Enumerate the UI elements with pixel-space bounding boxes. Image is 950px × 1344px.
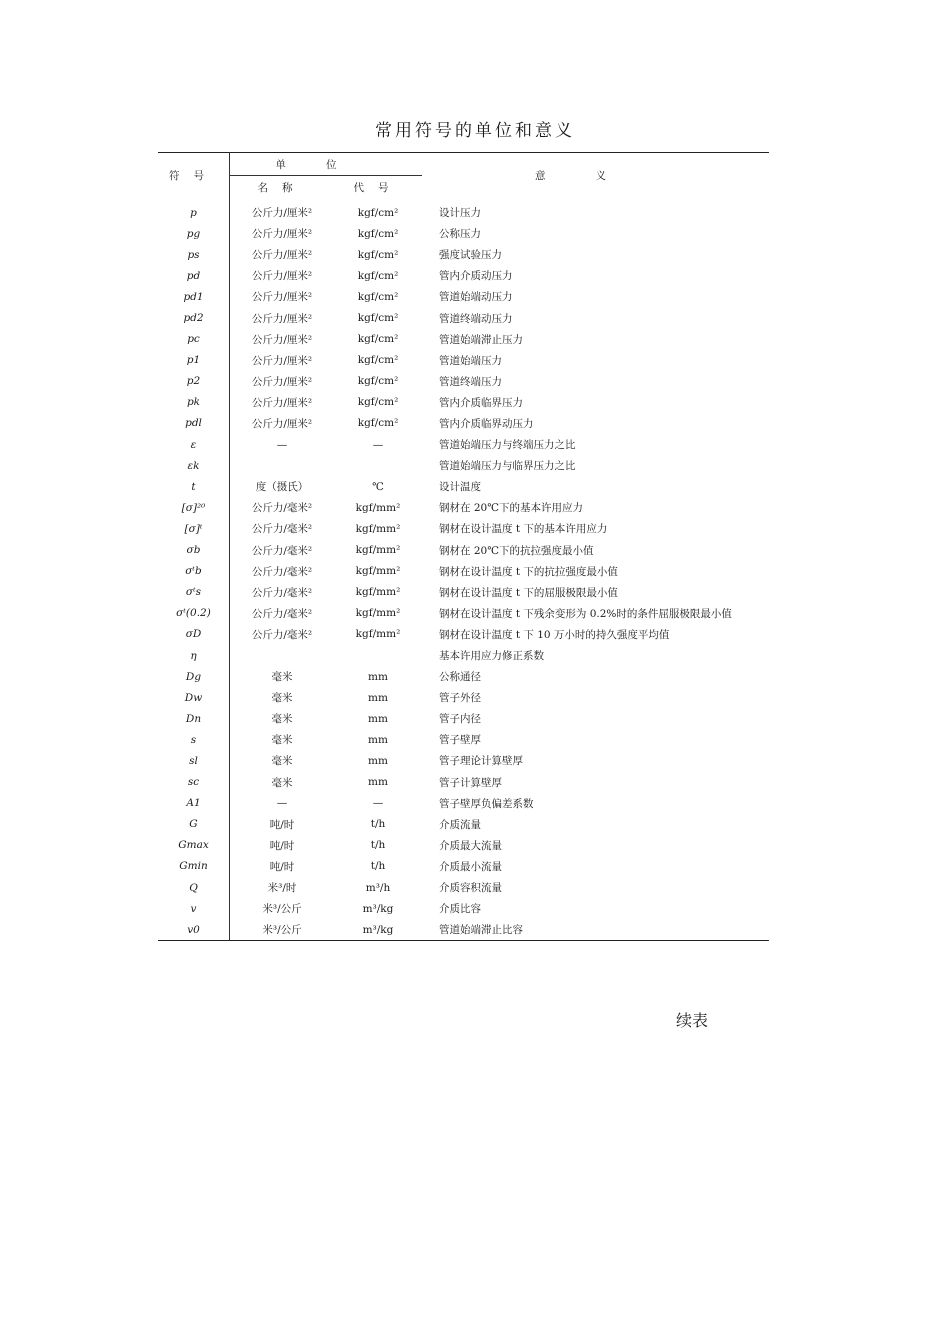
cell-symbol: σᵗs [158, 582, 230, 603]
cell-symbol: ps [158, 244, 230, 265]
cell-unit-code: kgf/cm² [357, 206, 399, 219]
table-row [158, 603, 769, 624]
cell-meaning: 设计温度 [439, 481, 481, 494]
cell-symbol: η [158, 645, 230, 666]
cell-symbol: σᵗ(0.2) [158, 603, 230, 624]
header-unit: 单位 [230, 153, 423, 176]
cell-meaning: 钢材在设计温度 t 下残余变形为 0.2%时的条件屈服极限最小值 [439, 607, 732, 620]
table-row [158, 750, 769, 771]
header-unit-code: 代号 [353, 181, 403, 194]
cell-meaning: 管子内径 [439, 713, 481, 726]
table-row [158, 814, 769, 835]
cell-symbol: t [158, 476, 230, 497]
table-row [158, 434, 769, 455]
header-unit-name: 名称 [257, 181, 307, 194]
table-row [158, 198, 769, 223]
cell-meaning: 管道终端压力 [439, 375, 502, 388]
cell-meaning: 钢材在 20℃下的基本许用应力 [439, 502, 583, 515]
cell-meaning: 管道始端动压力 [439, 291, 513, 304]
cell-unit-name: 米³/公斤 [262, 903, 302, 916]
table-row [158, 645, 769, 666]
cell-symbol: pk [158, 392, 230, 413]
cell-symbol: sc [158, 772, 230, 793]
cell-meaning: 管子外径 [439, 692, 481, 705]
table-row [158, 898, 769, 919]
cell-meaning: 介质容积流量 [439, 882, 502, 895]
cell-symbol: [σ]ᵗ [158, 518, 230, 539]
table-row [158, 413, 769, 434]
cell-symbol: σᵗb [158, 561, 230, 582]
cell-unit-name: 公斤力/厘米² [251, 396, 313, 409]
table-row [158, 307, 769, 328]
cell-unit-code: mm [368, 712, 388, 725]
header-symbol: 符号 [158, 153, 230, 199]
cell-meaning: 介质最小流量 [439, 860, 502, 873]
cell-unit-name: 吨/时 [269, 818, 295, 831]
table-row [158, 392, 769, 413]
cell-meaning: 强度试验压力 [439, 249, 502, 262]
cell-symbol: Q [158, 877, 230, 898]
cell-unit-name: 吨/时 [269, 839, 295, 852]
cell-unit-code [334, 455, 422, 476]
cell-unit-name: 公斤力/毫米² [251, 628, 313, 641]
cell-symbol: εk [158, 455, 230, 476]
table-row [158, 561, 769, 582]
cell-meaning: 管子壁厚负偏差系数 [439, 797, 534, 810]
cell-symbol: v [158, 898, 230, 919]
table-row [158, 582, 769, 603]
cell-unit-code: m³/kg [362, 902, 394, 915]
table-row [158, 286, 769, 307]
table-row [158, 244, 769, 265]
cell-unit-code: t/h [370, 860, 386, 873]
cell-symbol: A1 [158, 793, 230, 814]
cell-meaning: 管道始端滞止压力 [439, 333, 523, 346]
cell-unit-code: kgf/cm² [357, 333, 399, 346]
cell-unit-name: 公斤力/毫米² [251, 607, 313, 620]
table-body [158, 198, 769, 941]
table-row [158, 350, 769, 371]
cell-symbol: p [158, 198, 230, 223]
cell-meaning: 钢材在设计温度 t 下的基本许用应力 [439, 523, 608, 536]
cell-meaning: 钢材在设计温度 t 下的屈服极限最小值 [439, 586, 618, 599]
table-row [158, 497, 769, 518]
cell-unit-name: 公斤力/厘米² [251, 375, 313, 388]
cell-unit-code: kgf/cm² [357, 248, 399, 261]
table-row [158, 624, 769, 645]
cell-unit-code: — [372, 438, 384, 451]
cell-meaning: 钢材在设计温度 t 下 10 万小时的持久强度平均值 [439, 628, 670, 641]
cell-unit-code: kgf/mm² [355, 501, 401, 514]
cell-unit-code: kgf/cm² [357, 290, 399, 303]
cell-unit-code: — [372, 797, 384, 810]
cell-symbol: s [158, 729, 230, 750]
cell-symbol: p2 [158, 371, 230, 392]
cell-meaning: 设计压力 [439, 207, 481, 220]
cell-meaning: 介质比容 [439, 903, 481, 916]
cell-meaning: 公称通径 [439, 671, 481, 684]
table-row [158, 265, 769, 286]
cell-symbol: ε [158, 434, 230, 455]
cell-unit-code: kgf/cm² [357, 354, 399, 367]
cell-unit-code: kgf/cm² [357, 375, 399, 388]
table-row [158, 329, 769, 350]
cell-unit-code: kgf/cm² [357, 312, 399, 325]
cell-unit-name: 公斤力/厘米² [251, 417, 313, 430]
table-row [158, 856, 769, 877]
table-row [158, 772, 769, 793]
cell-meaning: 管子理论计算壁厚 [439, 755, 523, 768]
cell-meaning: 管子计算壁厚 [439, 776, 502, 789]
cell-symbol: v0 [158, 919, 230, 941]
cell-unit-code: kgf/cm² [357, 396, 399, 409]
cell-meaning: 基本许用应力修正系数 [439, 650, 544, 663]
cell-symbol: Dn [158, 708, 230, 729]
cell-symbol: pg [158, 223, 230, 244]
continued-label: 续表 [676, 1011, 709, 1030]
cell-unit-name: 公斤力/厘米² [251, 333, 313, 346]
table-row [158, 371, 769, 392]
symbols-table [158, 152, 769, 941]
cell-unit-code: kgf/cm² [357, 269, 399, 282]
header-meaning: 意义 [535, 170, 656, 182]
cell-unit-name: 度（摄氏） [255, 481, 309, 494]
cell-unit-name: — [276, 438, 288, 451]
cell-unit-name [230, 645, 335, 666]
table-row [158, 877, 769, 898]
cell-unit-code: mm [368, 754, 388, 767]
cell-unit-name: 米³/公斤 [262, 924, 302, 937]
table-row [158, 708, 769, 729]
cell-meaning: 管道始端滞止比容 [439, 924, 523, 937]
cell-symbol: Dw [158, 687, 230, 708]
cell-unit-name: 吨/时 [269, 860, 295, 873]
table-row [158, 476, 769, 497]
cell-unit-name: 公斤力/厘米² [251, 249, 313, 262]
cell-symbol: pd2 [158, 307, 230, 328]
cell-unit-code: ℃ [372, 480, 384, 493]
cell-unit-name: 毫米 [271, 671, 293, 684]
cell-meaning: 钢材在 20℃下的抗拉强度最小值 [439, 544, 594, 557]
cell-unit-code: kgf/cm² [357, 227, 399, 240]
cell-symbol: Gmax [158, 835, 230, 856]
cell-meaning: 管子壁厚 [439, 734, 481, 747]
cell-symbol: σD [158, 624, 230, 645]
cell-unit-name: 公斤力/厘米² [251, 270, 313, 283]
cell-unit-name: 公斤力/厘米² [251, 291, 313, 304]
cell-unit-name: 公斤力/毫米² [251, 523, 313, 536]
cell-meaning: 管道始端压力 [439, 354, 502, 367]
table-row [158, 687, 769, 708]
cell-symbol: Gmin [158, 856, 230, 877]
cell-unit-name: 毫米 [271, 713, 293, 726]
table-row [158, 793, 769, 814]
cell-unit-name: 公斤力/厘米² [251, 312, 313, 325]
cell-meaning: 管内介质临界动压力 [439, 417, 534, 430]
cell-unit-code: m³/kg [362, 923, 394, 936]
cell-symbol: G [158, 814, 230, 835]
table-row [158, 919, 769, 941]
cell-unit-code: kgf/mm² [355, 565, 401, 578]
cell-unit-name: 毫米 [271, 776, 293, 789]
cell-unit-code: m³/h [365, 881, 391, 894]
cell-symbol: Dg [158, 666, 230, 687]
page-title: 常用符号的单位和意义 [375, 121, 575, 141]
table-row [158, 729, 769, 750]
cell-unit-code: t/h [370, 818, 386, 831]
cell-unit-code: kgf/mm² [355, 522, 401, 535]
cell-unit-name: 毫米 [271, 692, 293, 705]
cell-unit-name: 毫米 [271, 734, 293, 747]
table-row [158, 540, 769, 561]
table-row [158, 666, 769, 687]
cell-unit-code: mm [368, 733, 388, 746]
cell-unit-name: 公斤力/毫米² [251, 565, 313, 578]
table-row [158, 835, 769, 856]
cell-meaning: 管内介质临界压力 [439, 396, 523, 409]
cell-unit-code: t/h [370, 839, 386, 852]
table-row [158, 223, 769, 244]
cell-meaning: 介质最大流量 [439, 839, 502, 852]
cell-symbol: [σ]²⁰ [158, 497, 230, 518]
cell-unit-code: kgf/mm² [355, 586, 401, 599]
table-row [158, 455, 769, 476]
cell-symbol: pc [158, 329, 230, 350]
cell-unit-code: mm [368, 670, 388, 683]
cell-meaning: 管道始端压力与临界压力之比 [439, 460, 576, 473]
cell-symbol: pdl [158, 413, 230, 434]
cell-symbol: pd1 [158, 286, 230, 307]
cell-meaning: 介质流量 [439, 818, 481, 831]
cell-meaning: 管内介质动压力 [439, 270, 513, 283]
cell-unit-code: mm [368, 691, 388, 704]
cell-unit-name: 公斤力/毫米² [251, 544, 313, 557]
cell-unit-name [230, 455, 335, 476]
cell-symbol: sl [158, 750, 230, 771]
cell-unit-code: mm [368, 776, 388, 789]
table-row [158, 518, 769, 539]
cell-symbol: pd [158, 265, 230, 286]
cell-unit-code: kgf/mm² [355, 628, 401, 641]
cell-symbol: p1 [158, 350, 230, 371]
cell-meaning: 管道终端动压力 [439, 312, 513, 325]
cell-unit-name: 公斤力/毫米² [251, 586, 313, 599]
cell-unit-code [334, 645, 422, 666]
cell-unit-code: kgf/cm² [357, 417, 399, 430]
cell-symbol: σb [158, 540, 230, 561]
cell-meaning: 公称压力 [439, 228, 481, 241]
cell-meaning: 钢材在设计温度 t 下的抗拉强度最小值 [439, 565, 618, 578]
cell-unit-name: 公斤力/毫米² [251, 502, 313, 515]
cell-unit-name: 公斤力/厘米² [251, 228, 313, 241]
cell-unit-name: — [276, 797, 288, 810]
cell-unit-name: 米³/时 [267, 882, 297, 895]
cell-unit-name: 公斤力/厘米² [251, 207, 313, 220]
cell-unit-name: 毫米 [271, 755, 293, 768]
cell-unit-name: 公斤力/厘米² [251, 354, 313, 367]
cell-unit-code: kgf/mm² [355, 544, 401, 557]
cell-meaning: 管道始端压力与终端压力之比 [439, 439, 576, 452]
cell-unit-code: kgf/mm² [355, 607, 401, 620]
